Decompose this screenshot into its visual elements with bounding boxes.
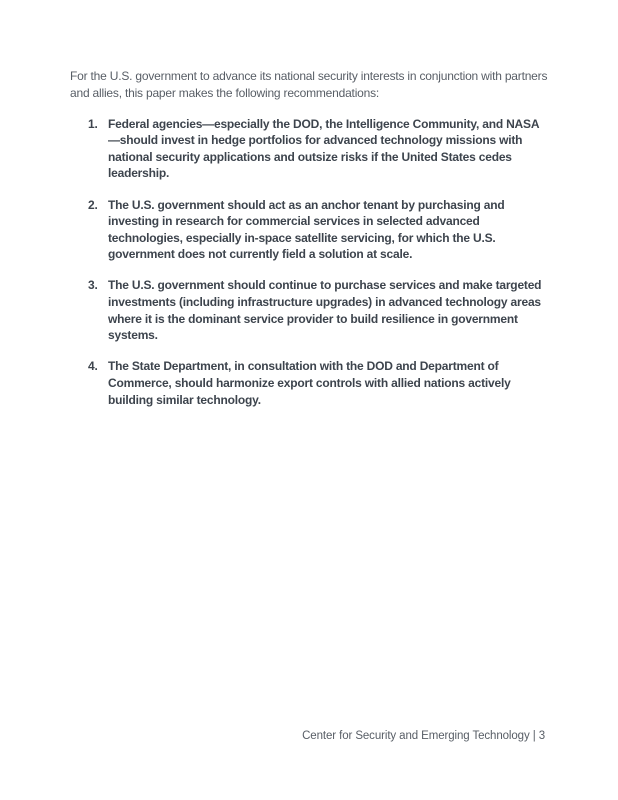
recommendations-list (70, 116, 550, 408)
item-text: The State Department, in consultation with the DOD and Department of Commerce, should harmonize export controls with allied nations actively building similar technology. (108, 359, 511, 407)
list-item (70, 277, 550, 343)
list-item (70, 358, 550, 408)
intro-paragraph: For the U.S. government to advance its national security interests in conjunction with partners and allies, this paper makes the following recommendations: (70, 69, 548, 100)
list-item (70, 197, 550, 263)
page-footer: Center for Security and Emerging Technology | 3 (302, 730, 545, 742)
item-number: 4. (88, 359, 98, 374)
item-number: 1. (88, 116, 98, 131)
item-text: The U.S. government should continue to purchase services and make targeted investments (including infrastructure upgrades) in advanced technology areas where it is the dominant service provider to build resilience in government systems. (108, 278, 542, 343)
list-item (70, 116, 550, 182)
page-content (70, 68, 550, 408)
item-number: 2. (88, 197, 98, 212)
item-text: The U.S. government should act as an anchor tenant by purchasing and investing in research for commercial services in selected advanced technologies, especially in-space satellite servicing, for which the U.S. government does not currently field a solution at scale. (108, 197, 505, 262)
item-number: 3. (88, 278, 98, 293)
item-text: Federal agencies—especially the DOD, the Intelligence Community, and NASA—should invest in hedge portfolios for advanced technology missions with national security applications and outsize risks if the United States cedes leadership. (108, 116, 540, 181)
